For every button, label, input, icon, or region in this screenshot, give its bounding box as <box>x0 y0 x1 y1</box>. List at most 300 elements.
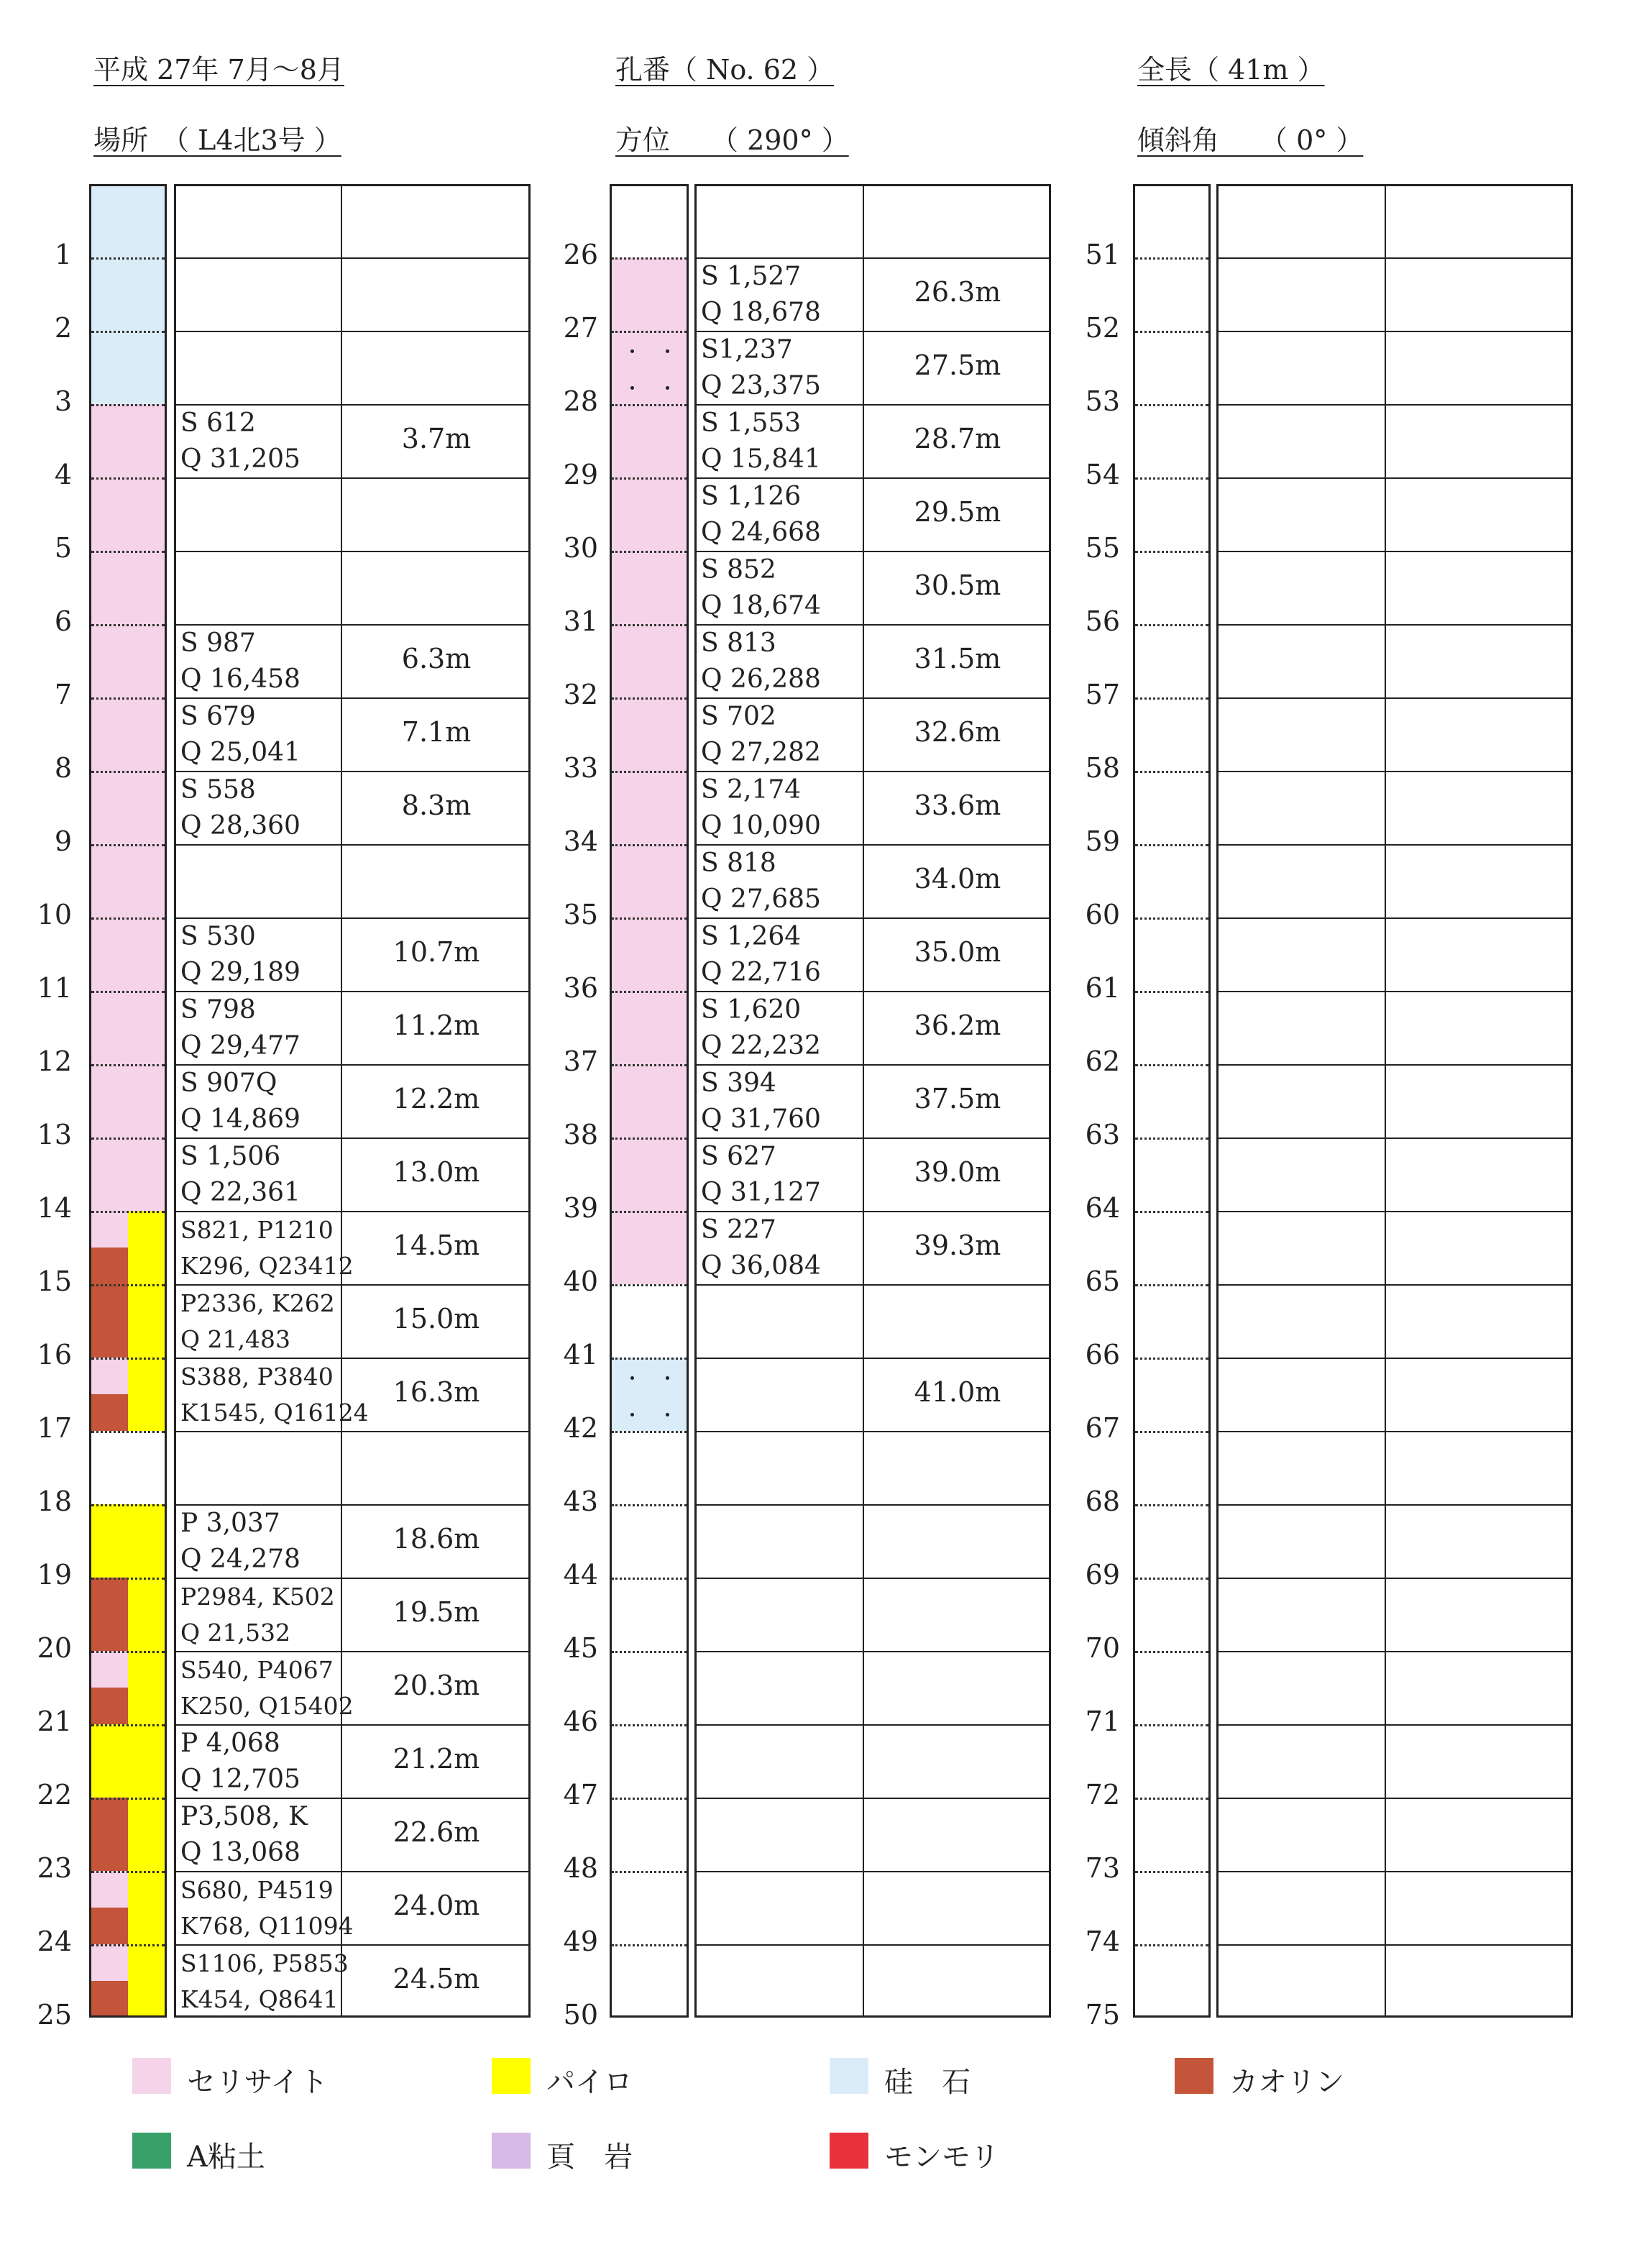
table-row <box>176 771 528 846</box>
depth-label: 66 <box>1085 1339 1120 1370</box>
table-row <box>176 404 528 479</box>
sample-depth: 19.5m <box>393 1596 480 1628</box>
meter-tick <box>612 844 687 846</box>
bearing: 方位 （ 290° ） <box>615 124 849 156</box>
table-row <box>1219 404 1571 479</box>
depth-label: 38 <box>563 1119 598 1150</box>
table-row <box>1219 1138 1571 1212</box>
assay-values: S 702 Q 27,282 <box>701 702 821 767</box>
texture-dot <box>666 349 669 353</box>
meter-tick <box>1135 697 1208 700</box>
table-row <box>697 844 1049 919</box>
meter-tick <box>1135 1871 1208 1873</box>
meter-tick <box>612 697 687 700</box>
table-row <box>697 697 1049 772</box>
table-row <box>1219 184 1571 259</box>
lithology-segment <box>128 1358 165 1394</box>
table-row <box>176 1138 528 1212</box>
lithology-segment <box>91 1871 128 1908</box>
lithology-segment <box>91 1981 128 2018</box>
depth-label: 56 <box>1085 605 1120 637</box>
table-row <box>176 257 528 332</box>
lithology-segment <box>91 1651 128 1688</box>
depth-label: 43 <box>563 1486 598 1517</box>
depth-label: 29 <box>563 459 598 490</box>
table-row <box>1219 1944 1571 2018</box>
meter-tick <box>612 331 687 333</box>
table-row <box>1219 697 1571 772</box>
depth-label: 51 <box>1085 239 1120 270</box>
depth-label: 27 <box>563 312 598 344</box>
meter-tick <box>91 1724 165 1726</box>
meter-tick <box>1135 917 1208 920</box>
table-row <box>697 1578 1049 1652</box>
sample-depth: 34.0m <box>914 863 1001 894</box>
assay-values: S1106, P5853 K454, Q8641 <box>180 1949 349 2013</box>
meter-tick <box>1135 771 1208 773</box>
sample-depth: 36.2m <box>914 1010 1001 1041</box>
lithology-segment <box>91 1724 165 1798</box>
table-row <box>176 991 528 1066</box>
meter-tick <box>91 1138 165 1140</box>
table-row <box>1219 991 1571 1066</box>
lithology-strip <box>610 184 689 2018</box>
lithology-segment <box>128 1871 165 1908</box>
lithology-segment <box>91 1908 128 1944</box>
lithology-segment <box>128 1248 165 1358</box>
assay-values: S 852 Q 18,674 <box>701 555 821 621</box>
sample-table <box>1216 184 1573 2018</box>
table-row <box>697 624 1049 699</box>
assay-values: S 1,620 Q 22,232 <box>701 995 821 1061</box>
table-row <box>1219 844 1571 919</box>
lithology-segment <box>128 1651 165 1688</box>
meter-tick <box>91 1651 165 1653</box>
assay-values: S 2,174 Q 10,090 <box>701 775 821 841</box>
meter-tick <box>91 697 165 700</box>
meter-tick <box>612 917 687 920</box>
table-row <box>176 1358 528 1432</box>
meter-tick <box>612 1944 687 1946</box>
table-row <box>176 697 528 772</box>
depth-label: 52 <box>1085 312 1120 344</box>
depth-label: 71 <box>1085 1706 1120 1737</box>
meter-tick <box>612 1871 687 1873</box>
meter-tick <box>91 1944 165 1946</box>
lithology-segment <box>91 1431 165 1504</box>
depth-label: 23 <box>37 1852 72 1884</box>
lithology-segment <box>91 1578 128 1651</box>
meter-tick <box>1135 1651 1208 1653</box>
depth-label: 22 <box>37 1779 72 1811</box>
meter-tick <box>1135 331 1208 333</box>
meter-tick <box>1135 257 1208 260</box>
meter-tick <box>91 917 165 920</box>
depth-label: 30 <box>563 532 598 564</box>
depth-label: 21 <box>37 1706 72 1737</box>
texture-dot <box>630 1376 634 1380</box>
assay-values: S 1,527 Q 18,678 <box>701 262 821 327</box>
hole-number: 孔番（ No. 62 ） <box>615 54 835 86</box>
depth-label: 46 <box>563 1706 598 1737</box>
table-row <box>697 1138 1049 1212</box>
depth-label: 17 <box>37 1412 72 1444</box>
legend-label: 硅 石 <box>884 2066 970 2099</box>
sample-depth: 8.3m <box>401 789 472 821</box>
table-row <box>176 1871 528 1946</box>
legend-swatch <box>830 2133 868 2169</box>
table-row <box>176 1431 528 1506</box>
table-row <box>1219 551 1571 626</box>
depth-label: 10 <box>37 899 72 930</box>
lithology-segment <box>91 1944 128 1981</box>
table-row <box>697 991 1049 1066</box>
assay-values: P3,508, K Q 13,068 <box>180 1802 308 1867</box>
depth-label: 6 <box>54 605 72 637</box>
meter-tick <box>612 1724 687 1726</box>
legend-label: 頁 岩 <box>546 2141 633 2174</box>
depth-label: 61 <box>1085 972 1120 1004</box>
meter-tick <box>91 624 165 626</box>
table-row <box>1219 1358 1571 1432</box>
depth-label: 18 <box>37 1486 72 1517</box>
lithology-segment <box>91 1798 128 1871</box>
table-row <box>176 1064 528 1139</box>
table-row <box>697 917 1049 992</box>
meter-tick <box>91 477 165 480</box>
lithology-segment <box>128 1578 165 1651</box>
sample-depth: 14.5m <box>393 1230 480 1261</box>
table-row <box>697 1504 1049 1579</box>
depth-label: 63 <box>1085 1119 1120 1150</box>
meter-tick <box>1135 991 1208 993</box>
depth-label: 47 <box>563 1779 598 1811</box>
table-row <box>176 1944 528 2018</box>
meter-tick <box>612 404 687 406</box>
sample-depth: 16.3m <box>393 1376 480 1408</box>
depth-label: 9 <box>54 825 72 857</box>
lithology-strip <box>1133 184 1211 2018</box>
meter-tick <box>612 1651 687 1653</box>
depth-label: 45 <box>563 1632 598 1664</box>
location: 場所 （ L4北3号 ） <box>93 124 341 156</box>
assay-values: S 530 Q 29,189 <box>180 922 300 987</box>
depth-label: 31 <box>563 605 598 637</box>
table-row <box>697 1798 1049 1872</box>
depth-label: 11 <box>37 972 72 1004</box>
survey-date: 平成 27年 7月～8月 <box>93 54 344 86</box>
depth-label: 50 <box>563 1999 598 2031</box>
lithology-segment <box>128 1944 165 1981</box>
depth-label: 64 <box>1085 1192 1120 1224</box>
meter-tick <box>1135 624 1208 626</box>
depth-label: 44 <box>563 1559 598 1590</box>
assay-values: P2984, K502 Q 21,532 <box>180 1583 335 1647</box>
assay-values: S 558 Q 28,360 <box>180 775 300 841</box>
meter-tick <box>1135 1138 1208 1140</box>
meter-tick <box>91 1431 165 1433</box>
depth-label: 41 <box>563 1339 598 1370</box>
table-row <box>697 1944 1049 2018</box>
depth-label: 65 <box>1085 1265 1120 1297</box>
table-row <box>1219 1578 1571 1652</box>
lithology-segment <box>128 1981 165 2018</box>
meter-tick <box>612 1211 687 1213</box>
lithology-segment <box>91 1358 128 1394</box>
assay-values: S 1,264 Q 22,716 <box>701 922 821 987</box>
depth-label: 62 <box>1085 1045 1120 1077</box>
texture-dot <box>666 1413 669 1416</box>
depth-label: 36 <box>563 972 598 1004</box>
depth-label: 24 <box>37 1926 72 1957</box>
sample-table <box>174 184 531 2018</box>
assay-values: S 987 Q 16,458 <box>180 628 300 694</box>
meter-tick <box>1135 551 1208 553</box>
depth-label: 42 <box>563 1412 598 1444</box>
legend-swatch <box>492 2133 531 2169</box>
depth-label: 5 <box>54 532 72 564</box>
sample-depth: 13.0m <box>393 1156 480 1188</box>
meter-tick <box>91 404 165 406</box>
sample-depth: 41.0m <box>914 1376 1001 1408</box>
table-row <box>697 477 1049 552</box>
meter-tick <box>612 1431 687 1433</box>
meter-tick <box>612 1578 687 1580</box>
depth-label: 1 <box>54 239 72 270</box>
sample-depth: 32.6m <box>914 716 1001 748</box>
meter-tick <box>612 991 687 993</box>
meter-tick <box>612 1138 687 1140</box>
sample-depth: 30.5m <box>914 569 1001 601</box>
depth-label: 37 <box>563 1045 598 1077</box>
depth-label: 15 <box>37 1265 72 1297</box>
meter-tick <box>1135 1504 1208 1506</box>
depth-label: 48 <box>563 1852 598 1884</box>
lithology-segment <box>91 1504 165 1578</box>
sample-depth: 20.3m <box>393 1670 480 1701</box>
depth-label: 55 <box>1085 532 1120 564</box>
legend-label: セリサイト <box>187 2066 329 2099</box>
depth-label: 40 <box>563 1265 598 1297</box>
depth-label: 20 <box>37 1632 72 1664</box>
meter-tick <box>91 1578 165 1580</box>
meter-tick <box>1135 1358 1208 1360</box>
lithology-segment <box>91 1688 128 1724</box>
meter-tick <box>1135 1724 1208 1726</box>
assay-values: S1,237 Q 23,375 <box>701 335 821 400</box>
assay-values: S 798 Q 29,477 <box>180 995 300 1061</box>
assay-values: S 1,553 Q 15,841 <box>701 408 821 474</box>
meter-tick <box>91 1798 165 1800</box>
texture-dot <box>630 1413 634 1416</box>
depth-label: 14 <box>37 1192 72 1224</box>
meter-tick <box>91 1284 165 1286</box>
sample-depth: 37.5m <box>914 1083 1001 1114</box>
depth-label: 28 <box>563 385 598 417</box>
meter-tick <box>612 624 687 626</box>
depth-label: 73 <box>1085 1852 1120 1884</box>
meter-tick <box>1135 1211 1208 1213</box>
meter-tick <box>91 1358 165 1360</box>
table-row <box>697 1064 1049 1139</box>
table-row <box>176 1651 528 1726</box>
table-row <box>697 184 1049 259</box>
meter-tick <box>1135 1064 1208 1066</box>
meter-tick <box>91 257 165 260</box>
sample-depth: 10.7m <box>393 936 480 968</box>
assay-values: S 394 Q 31,760 <box>701 1068 821 1134</box>
lithology-segment <box>612 1358 687 1431</box>
table-row <box>697 257 1049 332</box>
depth-label: 7 <box>54 679 72 710</box>
sample-table <box>694 184 1051 2018</box>
meter-tick <box>91 551 165 553</box>
assay-values: S 612 Q 31,205 <box>180 408 300 474</box>
meter-tick <box>91 844 165 846</box>
table-row <box>697 551 1049 626</box>
table-row <box>1219 1798 1571 1872</box>
lithology-segment <box>128 1394 165 1431</box>
legend-label: カオリン <box>1229 2066 1344 2099</box>
meter-tick <box>1135 1798 1208 1800</box>
table-row <box>697 1431 1049 1506</box>
meter-tick <box>91 1064 165 1066</box>
assay-values: S540, P4067 K250, Q15402 <box>180 1656 354 1720</box>
lithology-segment <box>128 1211 165 1248</box>
table-row <box>176 551 528 626</box>
meter-tick <box>612 477 687 480</box>
meter-tick <box>612 1798 687 1800</box>
meter-tick <box>1135 1944 1208 1946</box>
legend-swatch <box>492 2058 531 2094</box>
depth-label: 3 <box>54 385 72 417</box>
lithology-segment <box>91 1211 128 1248</box>
table-row <box>1219 331 1571 406</box>
depth-label: 75 <box>1085 1999 1120 2031</box>
depth-label: 19 <box>37 1559 72 1590</box>
depth-label: 58 <box>1085 752 1120 784</box>
lithology-segment <box>91 1248 128 1358</box>
meter-tick <box>91 771 165 773</box>
table-row <box>176 917 528 992</box>
texture-dot <box>666 1376 669 1380</box>
sample-depth: 31.5m <box>914 643 1001 674</box>
lithology-strip <box>89 184 167 2018</box>
meter-tick <box>91 331 165 333</box>
sample-depth: 3.7m <box>401 423 472 454</box>
table-row <box>176 1724 528 1799</box>
sample-depth: 33.6m <box>914 789 1001 821</box>
depth-label: 54 <box>1085 459 1120 490</box>
legend-label: A粘土 <box>187 2141 265 2174</box>
table-row <box>176 1211 528 1286</box>
depth-label: 68 <box>1085 1486 1120 1517</box>
depth-label: 2 <box>54 312 72 344</box>
meter-tick <box>1135 844 1208 846</box>
table-row <box>697 771 1049 846</box>
table-row <box>1219 1504 1571 1579</box>
meter-tick <box>91 991 165 993</box>
depth-label: 53 <box>1085 385 1120 417</box>
sample-depth: 18.6m <box>393 1523 480 1555</box>
meter-tick <box>1135 1284 1208 1286</box>
table-row <box>176 624 528 699</box>
table-row <box>1219 1211 1571 1286</box>
sample-depth: 28.7m <box>914 423 1001 454</box>
table-row <box>697 1724 1049 1799</box>
sample-depth: 35.0m <box>914 936 1001 968</box>
legend-swatch <box>132 2058 171 2094</box>
sample-depth: 15.0m <box>393 1303 480 1335</box>
sample-depth: 39.3m <box>914 1230 1001 1261</box>
assay-values: S 679 Q 25,041 <box>180 702 300 767</box>
sample-depth: 24.0m <box>393 1890 480 1921</box>
depth-label: 33 <box>563 752 598 784</box>
table-row <box>697 331 1049 406</box>
depth-label: 34 <box>563 825 598 857</box>
legend-label: パイロ <box>546 2066 633 2099</box>
sample-depth: 22.6m <box>393 1816 480 1848</box>
total-length: 全長（ 41m ） <box>1137 54 1325 86</box>
assay-values: P2336, K262 Q 21,483 <box>180 1289 335 1353</box>
depth-label: 16 <box>37 1339 72 1370</box>
table-row <box>1219 771 1571 846</box>
depth-label: 60 <box>1085 899 1120 930</box>
table-row <box>697 1358 1049 1432</box>
meter-tick <box>1135 404 1208 406</box>
table-row <box>176 1578 528 1652</box>
table-row <box>697 1284 1049 1359</box>
assay-values: S 907Q Q 14,869 <box>180 1068 300 1134</box>
depth-label: 8 <box>54 752 72 784</box>
legend-swatch <box>830 2058 868 2094</box>
meter-tick <box>91 1211 165 1213</box>
table-row <box>176 844 528 919</box>
sample-depth: 21.2m <box>393 1743 480 1775</box>
sample-depth: 6.3m <box>401 643 472 674</box>
assay-values: S821, P1210 K296, Q23412 <box>180 1216 354 1280</box>
depth-label: 4 <box>54 459 72 490</box>
table-row <box>1219 1871 1571 1946</box>
texture-dot <box>630 386 634 390</box>
depth-label: 35 <box>563 899 598 930</box>
meter-tick <box>612 1504 687 1506</box>
table-row <box>1219 1064 1571 1139</box>
table-row <box>176 184 528 259</box>
lithology-segment <box>128 1798 165 1871</box>
meter-tick <box>612 1284 687 1286</box>
sample-depth: 12.2m <box>393 1083 480 1114</box>
table-row <box>1219 477 1571 552</box>
sample-depth: 27.5m <box>914 349 1001 381</box>
sample-depth: 39.0m <box>914 1156 1001 1188</box>
meter-tick <box>1135 1431 1208 1433</box>
depth-label: 70 <box>1085 1632 1120 1664</box>
meter-tick <box>612 257 687 260</box>
meter-tick <box>1135 1578 1208 1580</box>
assay-values: P 4,068 Q 12,705 <box>180 1729 300 1794</box>
depth-label: 57 <box>1085 679 1120 710</box>
table-row <box>1219 1651 1571 1726</box>
depth-label: 59 <box>1085 825 1120 857</box>
table-row <box>176 477 528 552</box>
meter-tick <box>612 1064 687 1066</box>
table-row <box>1219 257 1571 332</box>
assay-values: P 3,037 Q 24,278 <box>180 1509 300 1574</box>
meter-tick <box>91 1504 165 1506</box>
table-row <box>1219 1724 1571 1799</box>
lithology-segment <box>91 404 165 1211</box>
